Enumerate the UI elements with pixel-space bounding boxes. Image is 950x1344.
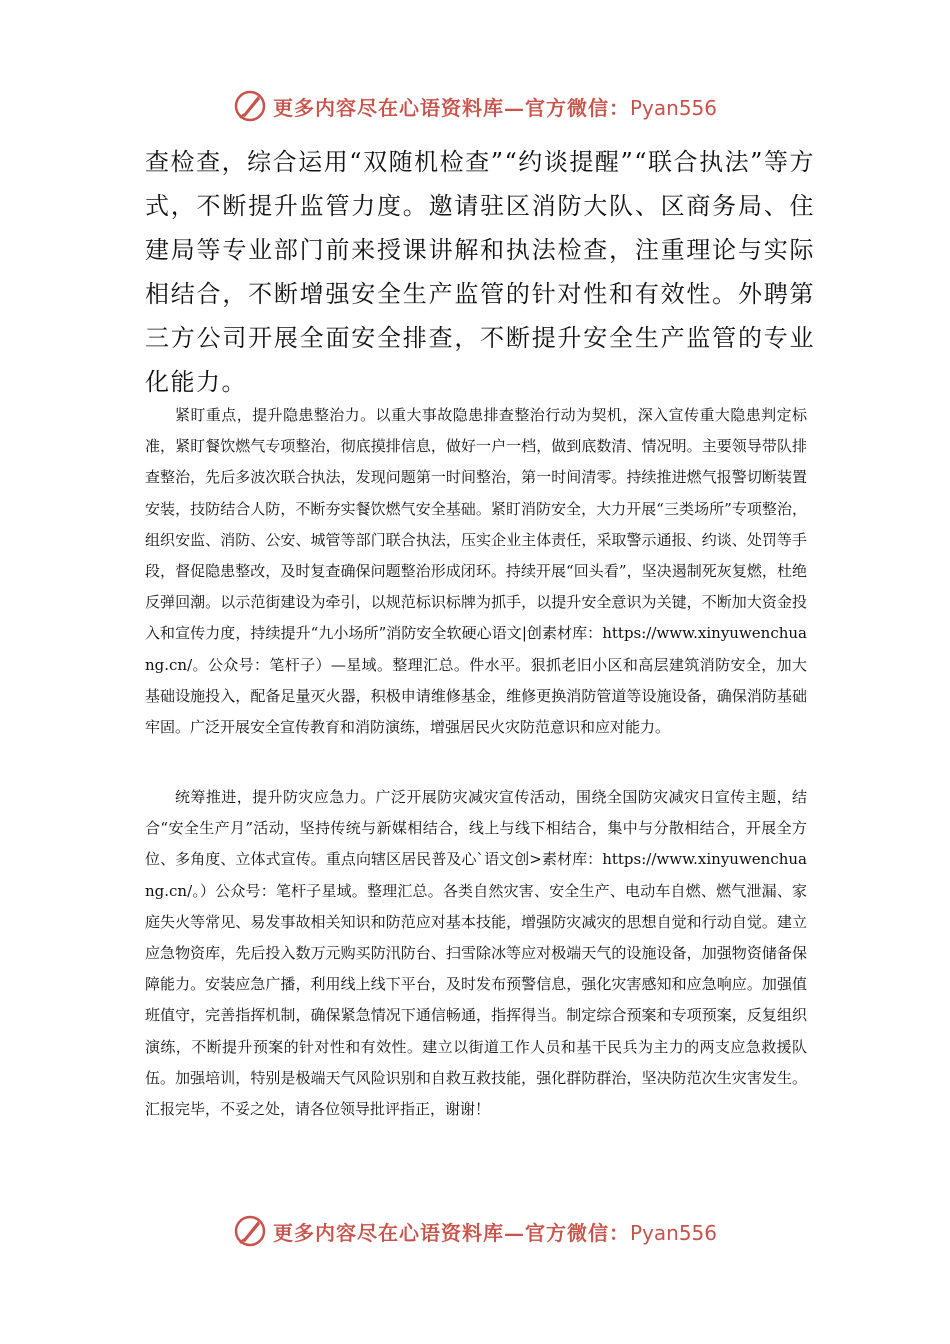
watermark-text: 更多内容尽在心语资料库—官方微信：Pyan556 <box>272 1220 717 1245</box>
quill-logo-icon <box>233 89 267 123</box>
quill-logo-icon <box>233 1214 267 1248</box>
body-paragraph-hazard: 紧盯重点，提升隐患整治力。以重大事故隐患排查整治行动为契机，深入宣传重大隐患判定标准，紧盯餐饮燃气专项整治，彻底摸排信息，做好一户一档，做到底数清、情况明。主要领导带队排查整治，先后多波次联合执法，发现问题第一时间整治，第一时间清零。持续推进燃气报警切断装置安装，技防结合人防，不断夯实餐饮燃气安全基础。紧盯消防安全，大力开展“三类场所”专项整治，组织安监、消防、公安、城管等部门联合执法，压实企业主体责任，采取警示通报、约谈、处罚等手段，督促隐患整改，及时复查确保问题整治形成闭环。持续开展“回头看”，坚决遏制死灰复燃，杜绝反弹回潮。以示范街建设为牵引，以规范标识标牌为抓手，以提升安全意识为关键，不断加大资金投入和宣传力度，持续提升“九小场所”消防安全软硬心语文|创素材库：https://www.xinyuwenchuang.cn/。公众号：笔杆子）—星域。整理汇总。件水平。狠抓老旧小区和高层建筑消防安全，加大基础设施投入，配备足量灭火器，积极申请维修基金，维修更换消防管道等设施设备，确保消防基础牢固。广泛开展安全宣传教育和消防演练，增强居民火灾防范意识和应对能力。 <box>145 406 807 737</box>
intro-paragraph: 查检查，综合运用“双随机检查”“约谈提醒”“联合执法”等方式，不断提升监管力度。邀请驻区消防大队、区商务局、住建局等专业部门前来授课讲解和执法检查，注重理论与实际相结合，不断增强安全生产监管的针对性和有效性。外聘第三方公司开展全面安全排查，不断提升安全生产监管的专业化能力。 <box>145 148 815 396</box>
footer-watermark <box>0 1209 950 1253</box>
header-watermark <box>0 84 950 128</box>
body-paragraph-emergency: 统筹推进，提升防灾应急力。广泛开展防灾减灾宣传活动，围绕全国防灾减灾日宣传主题，结合“安全生产月”活动，坚持传统与新媒相结合，线上与线下相结合，集中与分散相结合，开展全方位、多角度、立体式宣传。重点向辖区居民普及心`语文创>素材库：https://www.xinyuwenchuang.cn/。）公众号：笔杆子星域。整理汇总。各类自然灾害、安全生产、电动车自燃、燃气泄漏、家庭失火等常见、易发事故相关知识和防范应对基本技能，增强防灾减灾的思想自觉和行动自觉。建立应急物资库，先后投入数万元购买防汛防台、扫雪除冰等应对极端天气的设施设备，加强物资储备保障能力。安装应急广播，利用线上线下平台，及时发布预警信息，强化灾害感知和应急响应。加强值班值守，完善指挥机制，确保紧急情况下通信畅通，指挥得当。制定综合预案和专项预案，反复组织演练，不断提升预案的针对性和有效性。建立以街道工作人员和基干民兵为主力的两支应急救援队伍。加强培训，特别是极端天气风险识别和自救互救技能，强化群防群治，坚决防范次生灾害发生。汇报完毕，不妥之处，请各位领导批评指正，谢谢！ <box>145 788 807 1119</box>
watermark-text: 更多内容尽在心语资料库—官方微信：Pyan556 <box>272 95 717 120</box>
